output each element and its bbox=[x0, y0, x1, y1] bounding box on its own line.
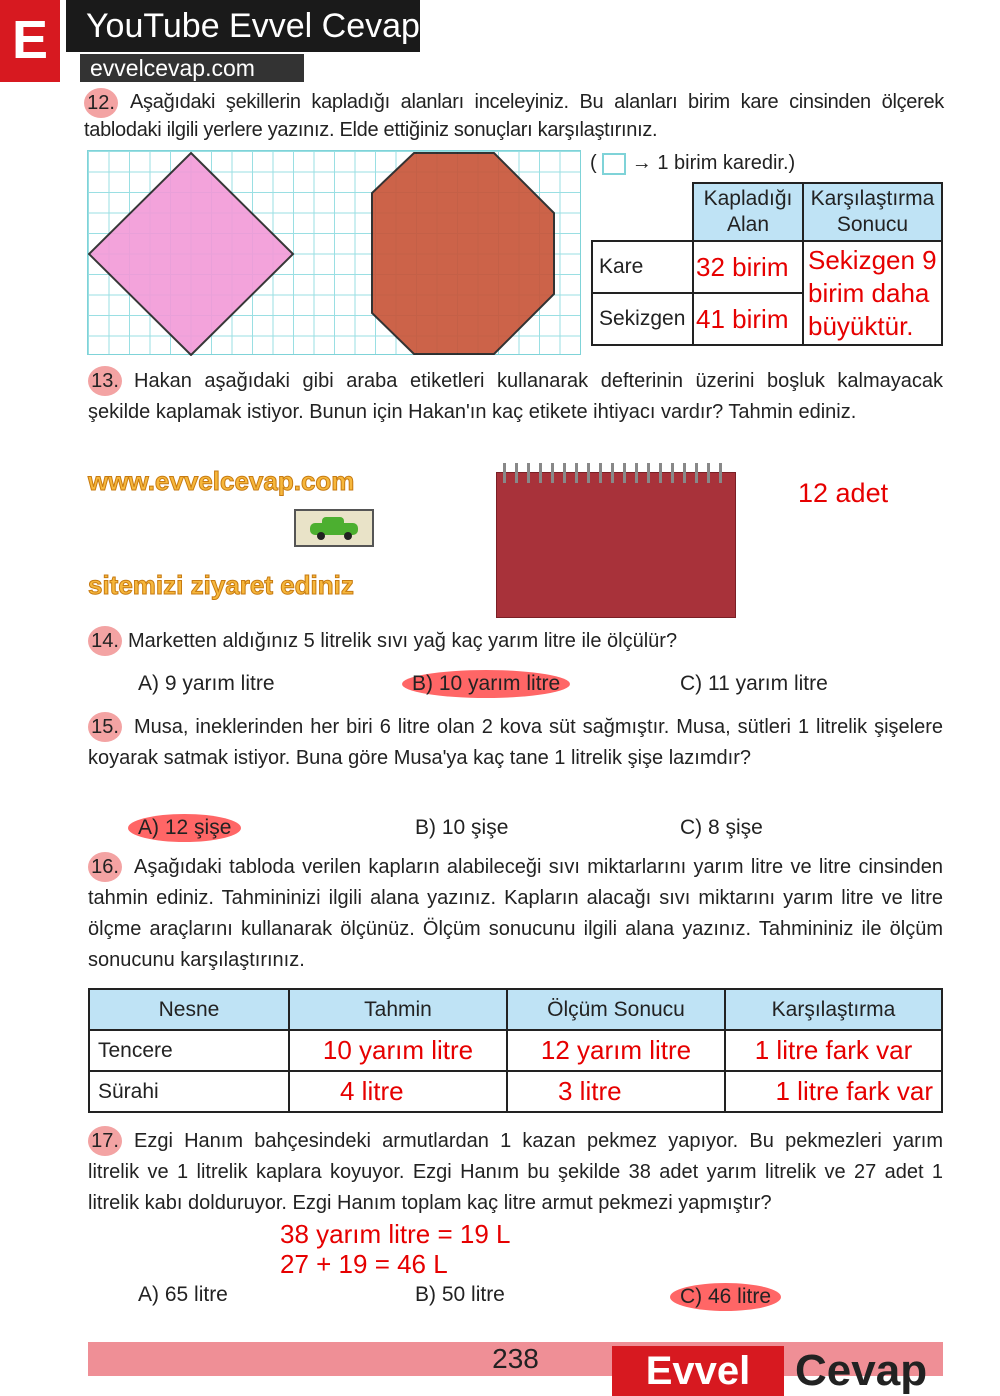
notebook-image bbox=[496, 472, 736, 618]
q17-body: Ezgi Hanım bahçesindeki armutlardan 1 kazan pekmez yapıyor. Bu pekmezleri yarım litrelik ve 1 litrelik kaplara koyuyor. Ezgi Hanım bu şekilde 38 adet yarım litrelik ve 27 adet 1 litrelik kabı dolduruyor. Ezgi Hanım toplam kaç litre armut pekmezi yapmıştır? bbox=[88, 1130, 943, 1214]
liquid-table bbox=[88, 988, 943, 1113]
area-table bbox=[591, 182, 943, 346]
q12-number: 12. bbox=[84, 88, 118, 118]
q13-text bbox=[88, 366, 943, 428]
header-measure: Ölçüm Sonucu bbox=[507, 989, 725, 1030]
table-row bbox=[89, 1071, 942, 1112]
channel-banner: YouTube Evvel Cevap bbox=[66, 0, 420, 52]
q15-option-a-selected[interactable]: A) 12 şişe bbox=[128, 814, 241, 842]
footer-logo-evvel: Evvel bbox=[612, 1346, 784, 1396]
page-number: 238 bbox=[492, 1343, 539, 1374]
q17-option-b[interactable]: B) 50 litre bbox=[415, 1283, 505, 1306]
q14-option-c[interactable]: C) 11 yarım litre bbox=[680, 672, 828, 695]
unit-square-icon bbox=[602, 153, 626, 175]
square-shape bbox=[89, 153, 293, 355]
estimate-cell: 10 yarım litre bbox=[289, 1030, 507, 1071]
q17-work bbox=[280, 1219, 943, 1279]
q14-option-b-selected[interactable]: B) 10 yarım litre bbox=[402, 670, 570, 698]
legend-paren: ( bbox=[590, 152, 597, 174]
compare-cell: 1 litre fark var bbox=[725, 1030, 942, 1071]
q16-body: Aşağıdaki tabloda verilen kapların alabileceği sıvı miktarlarını yarım litre ve litre cinsinden tahmin ediniz. Tahmininizi ilgili alana yazınız. Kapların alacağı sıvı miktarını yarım litre ve litre ölçme araçlarını kullanarak ölçünüz. Ölçüm sonucunu ilgili alana yazınız. Tahmininiz ile ölçüm sonucunu karşılaştırınız. bbox=[88, 856, 943, 971]
area-value: 41 birim bbox=[693, 293, 803, 345]
q17-number: 17. bbox=[88, 1126, 122, 1156]
measure-cell: 12 yarım litre bbox=[507, 1030, 725, 1071]
q17-block bbox=[88, 1126, 943, 1313]
q15-text bbox=[88, 712, 943, 774]
shapes-figure bbox=[88, 151, 582, 356]
estimate-cell: 4 litre bbox=[289, 1071, 507, 1112]
measure-cell: 3 litre bbox=[507, 1071, 725, 1112]
row-label: Sekizgen bbox=[592, 293, 693, 345]
q16-number: 16. bbox=[88, 852, 122, 882]
header-object: Nesne bbox=[89, 989, 289, 1030]
spiral-binding bbox=[503, 463, 729, 483]
row-label: Kare bbox=[592, 241, 693, 293]
q15-body: Musa, ineklerinden her biri 6 litre olan 2 kova süt sağmıştır. Musa, sütleri 1 litrelik şişelere koyarak satmak istiyor. Buna göre Musa'ya kaç tane 1 litrelik şişe lazımdır? bbox=[88, 716, 943, 769]
header-estimate: Tahmin bbox=[289, 989, 507, 1030]
unit-grid bbox=[87, 150, 581, 355]
work-line: 27 + 19 = 46 L bbox=[280, 1249, 448, 1279]
unit-legend bbox=[590, 150, 795, 176]
site-banner: evvelcevap.com bbox=[80, 54, 304, 82]
q14-body: Marketten aldığınız 5 litrelik sıvı yağ kaç yarım litre ile ölçülür? bbox=[128, 630, 678, 652]
logo-e: E bbox=[0, 0, 60, 82]
object-cell: Sürahi bbox=[89, 1071, 289, 1112]
octagon-shape bbox=[372, 153, 554, 354]
watermark-url: www.evvelcevap.com bbox=[88, 466, 355, 496]
compare-cell: 1 litre fark var bbox=[725, 1071, 942, 1112]
q13-answer: 12 adet bbox=[798, 478, 889, 508]
area-value: 32 birim bbox=[693, 241, 803, 293]
q13-body: Hakan aşağıdaki gibi araba etiketleri kullanarak defterinin üzerini boşluk kalmayacak şekilde kaplamak istiyor. Bunun için Hakan'ın kaç etikete ihtiyacı vardır? Tahmin ediniz. bbox=[88, 370, 943, 423]
q16-text bbox=[88, 852, 943, 976]
q12-text bbox=[84, 88, 944, 144]
watermark-visit: sitemizi ziyaret ediniz bbox=[88, 570, 354, 600]
q17-text bbox=[88, 1126, 943, 1219]
q14-number: 14. bbox=[88, 626, 122, 656]
q15-option-b[interactable]: B) 10 şişe bbox=[415, 816, 509, 839]
q15-option-c[interactable]: C) 8 şişe bbox=[680, 816, 763, 839]
q12-body: Aşağıdaki şekillerin kapladığı alanları inceleyiniz. Bu alanları birim kare cinsinden ölçerek tablodaki ilgili yerlere yazınız. Elde ettiğiniz sonuçları karşılaştırınız. bbox=[84, 91, 944, 141]
q14-text bbox=[88, 626, 943, 657]
compare-result: Sekizgen 9 birim daha büyüktür. bbox=[803, 241, 942, 345]
header-compare: Karşılaştırma Sonucu bbox=[803, 183, 942, 241]
q17-option-c-selected[interactable]: C) 46 litre bbox=[670, 1283, 781, 1311]
table-row bbox=[89, 1030, 942, 1071]
q15-number: 15. bbox=[88, 712, 122, 742]
legend-text: → 1 birim karedir.) bbox=[631, 152, 796, 174]
q14-option-a[interactable]: A) 9 yarım litre bbox=[138, 672, 275, 695]
car-sticker-image bbox=[294, 509, 374, 547]
header-compare: Karşılaştırma bbox=[725, 989, 942, 1030]
q13-number: 13. bbox=[88, 366, 122, 396]
footer-logo-cevap: Cevap bbox=[795, 1346, 928, 1395]
object-cell: Tencere bbox=[89, 1030, 289, 1071]
q17-option-a[interactable]: A) 65 litre bbox=[138, 1283, 228, 1306]
work-line: 38 yarım litre = 19 L bbox=[280, 1219, 511, 1249]
header-area: Kapladığı Alan bbox=[693, 183, 803, 241]
